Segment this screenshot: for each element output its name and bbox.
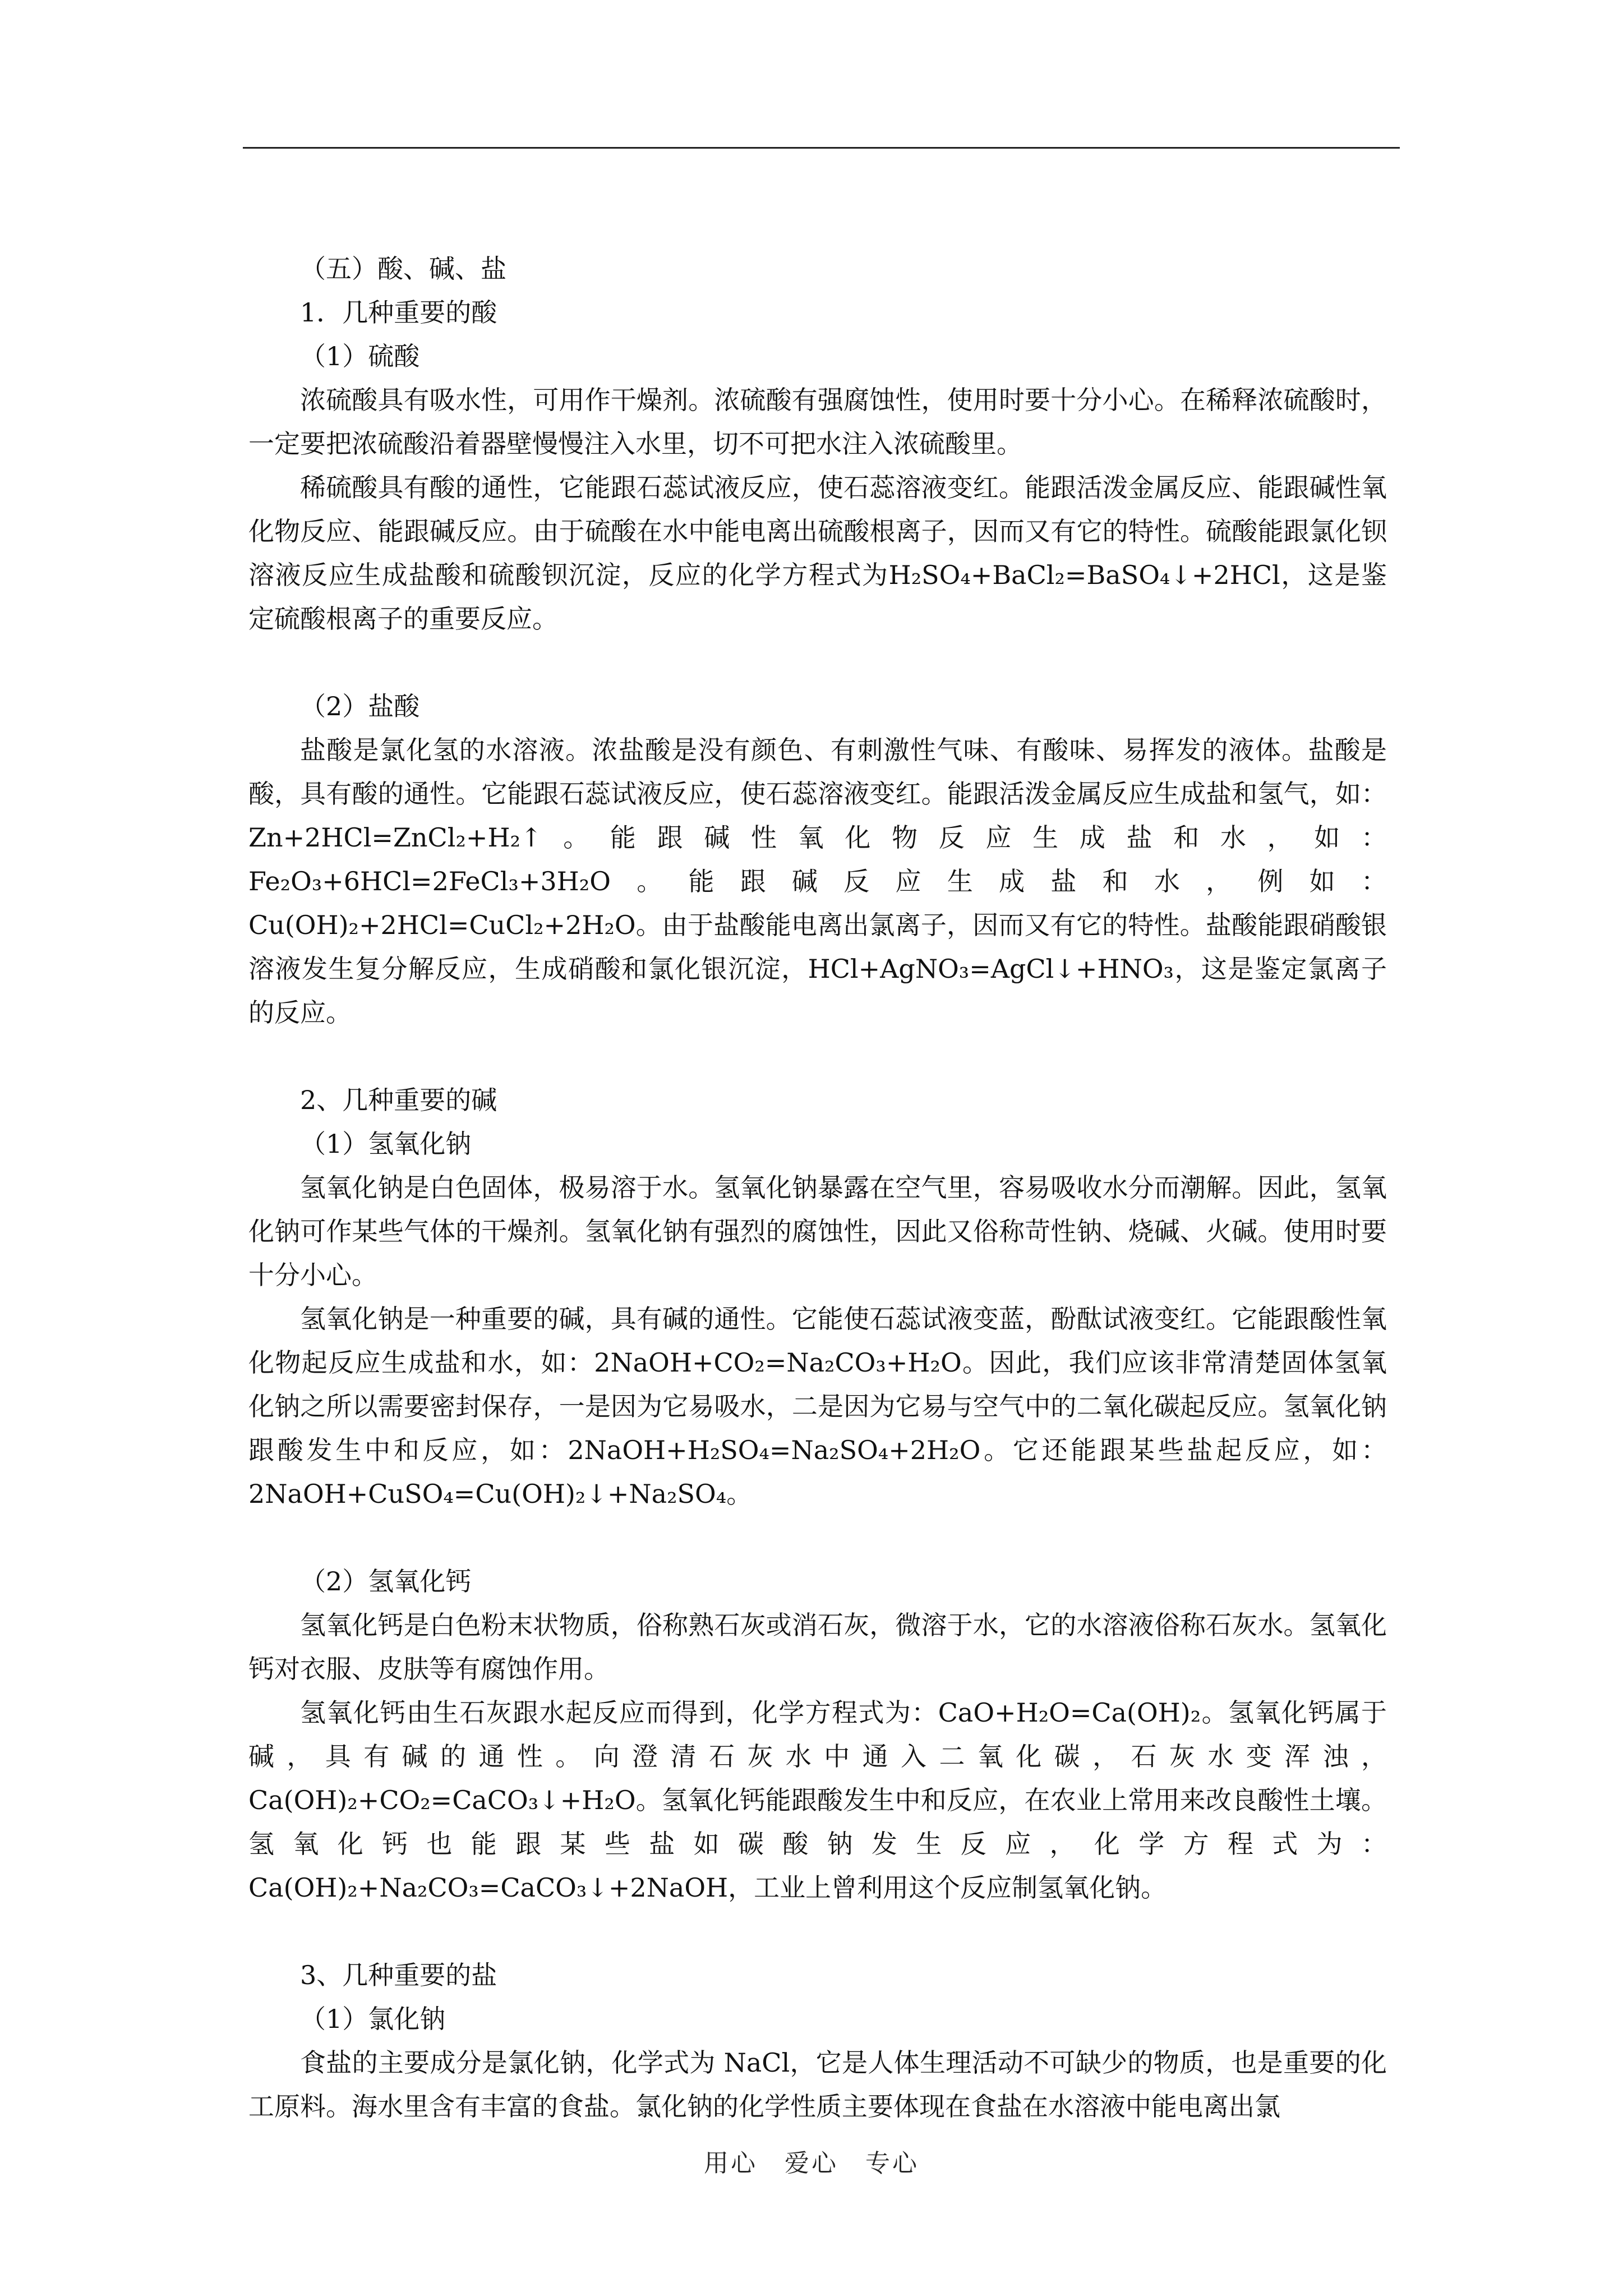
text-span: 。能跟碱反应生成盐和水，例如：: [610, 866, 1387, 896]
equation: CaO+H₂O=Ca(OH)₂: [938, 1697, 1201, 1728]
equation: Cu(OH)₂+2HCl=CuCl₂+2H₂O: [248, 910, 636, 940]
naoh-paragraph-1: 氢氧化钠是白色固体，极易溶于水。氢氧化钠暴露在空气里，容易吸收水分而潮解。因此，氢氧化钠可作某些气体的干燥剂。氢氧化钠有强烈的腐蚀性，因此又俗称苛性钠、烧碱、火碱。使用时要十分小心。: [248, 1172, 1387, 1290]
equation: 2NaOH+H₂SO₄=Na₂SO₄+2H₂O: [568, 1435, 981, 1465]
caoh-heading: （2）氢氧化钙: [300, 1566, 472, 1596]
page-footer: 用心 爱心 专心: [704, 2149, 919, 2178]
nacl-paragraph: 食盐的主要成分是氯化钠，化学式为 NaCl，它是人体生理活动不可缺少的物质，也是重要的化工原料。海水里含有丰富的食盐。氯化钠的化学性质主要体现在食盐在水溶液中能电离出氯: [248, 2047, 1387, 2122]
naoh-paragraph-2: [248, 1297, 1387, 1516]
text-span: ，工业上曾利用这个反应制氢氧化钠。: [728, 1872, 1167, 1903]
text-span: 。由于盐酸能电离出氯离子，因而又有它的特性。盐酸能跟硝酸银溶液发生复分解反应，生成硝酸和氯化银沉淀，: [248, 910, 1387, 984]
text-span: 稀硫酸具有酸的通性，它能跟石蕊试液反应，使石蕊溶液变红。能跟活泼金属反应、能跟碱性氧化物反应、能跟碱反应。由于硫酸在水中能电离出硫酸根离子，因而又有它的特性。硫酸能跟氯化钡溶液反应生成盐酸和硫酸钡沉淀，反应的化学方程式为: [248, 472, 1387, 590]
hydrochloric-acid-paragraph: [248, 728, 1387, 1034]
equation: 2NaOH+CO₂=Na₂CO₃+H₂O: [594, 1347, 962, 1378]
text-span: 。: [726, 1479, 753, 1509]
equation: Zn+2HCl=ZnCl₂+H₂↑: [248, 822, 542, 853]
equation: Ca(OH)₂+Na₂CO₃=CaCO₃↓+2NaOH: [248, 1872, 728, 1903]
text-span: 盐酸是氯化氢的水溶液。浓盐酸是没有颜色、有刺激性气味、有酸味、易挥发的液体。盐酸是酸，具有酸的通性。它能跟石蕊试液反应，使石蕊溶液变红。能跟活泼金属反应生成盐和氢气，如：: [248, 735, 1387, 809]
acids-heading: 1．几种重要的酸: [300, 297, 497, 328]
text-span: 。能跟碱性氧化物反应生成盐和水，如：: [542, 822, 1387, 853]
document-body: [248, 247, 1387, 2128]
equation: Fe₂O₃+6HCl=2FeCl₃+3H₂O: [248, 866, 611, 896]
section-title: （五）酸、碱、盐: [300, 254, 506, 284]
text-span: 氢氧化钠是一种重要的碱，具有碱的通性。它能使石蕊试液变蓝，酚酞试液变红。它能跟酸性氧化物起反应生成盐和水，如：: [248, 1304, 1387, 1378]
caoh-paragraph-1: 氢氧化钙是白色粉末状物质，俗称熟石灰或消石灰，微溶于水，它的水溶液俗称石灰水。氢氧化钙对衣服、皮肤等有腐蚀作用。: [248, 1610, 1387, 1684]
bases-heading: 2、几种重要的碱: [300, 1085, 497, 1115]
text-span: ，这是鉴定硫酸根离子的重要反应。: [248, 560, 1387, 634]
header-rule: [243, 147, 1400, 149]
text-span: 。氢氧化钙属于碱，具有碱的通性。向澄清石灰水中通入二氧化碳，石灰水变浑浊，: [248, 1697, 1387, 1772]
equation: 2NaOH+CuSO₄=Cu(OH)₂↓+Na₂SO₄: [248, 1479, 727, 1509]
nacl-heading: （1）氯化钠: [300, 2004, 446, 2034]
equation: H₂SO₄+BaCl₂=BaSO₄↓+2HCl: [888, 560, 1280, 590]
text-span: 。氢氧化钙能跟酸发生中和反应，在农业上常用来改良酸性土壤。氢氧化钙也能跟某些盐如碳酸钠发生反应，化学方程式为：: [248, 1785, 1387, 1859]
salts-heading: 3、几种重要的盐: [300, 1960, 497, 1990]
naoh-heading: （1）氢氧化钠: [300, 1129, 472, 1159]
sulfuric-acid-paragraph-2: [248, 466, 1387, 641]
text-span: ，这是鉴定氯离子的反应。: [248, 954, 1387, 1028]
sulfuric-acid-paragraph-1: 浓硫酸具有吸水性，可用作干燥剂。浓硫酸有强腐蚀性，使用时要十分小心。在稀释浓硫酸时，一定要把浓硫酸沿着器壁慢慢注入水里，切不可把水注入浓硫酸里。: [248, 385, 1387, 459]
text-span: 。它还能跟某些盐起反应，如：: [980, 1435, 1387, 1465]
equation: Ca(OH)₂+CO₂=CaCO₃↓+H₂O: [248, 1785, 636, 1815]
equation: HCl+AgNO₃=AgCl↓+HNO₃: [808, 954, 1174, 984]
caoh-paragraph-2: [248, 1691, 1387, 1910]
text-span: 氢氧化钙由生石灰跟水起反应而得到，化学方程式为：: [300, 1697, 938, 1728]
text-span: 。因此，我们应该非常清楚固体氢氧化钠之所以需要密封保存，一是因为它易吸水，二是因为它易与空气中的二氧化碳起反应。氢氧化钠跟酸发生中和反应，如：: [248, 1347, 1387, 1465]
sulfuric-acid-heading: （1）硫酸: [300, 341, 420, 371]
hydrochloric-acid-heading: （2）盐酸: [300, 691, 420, 721]
